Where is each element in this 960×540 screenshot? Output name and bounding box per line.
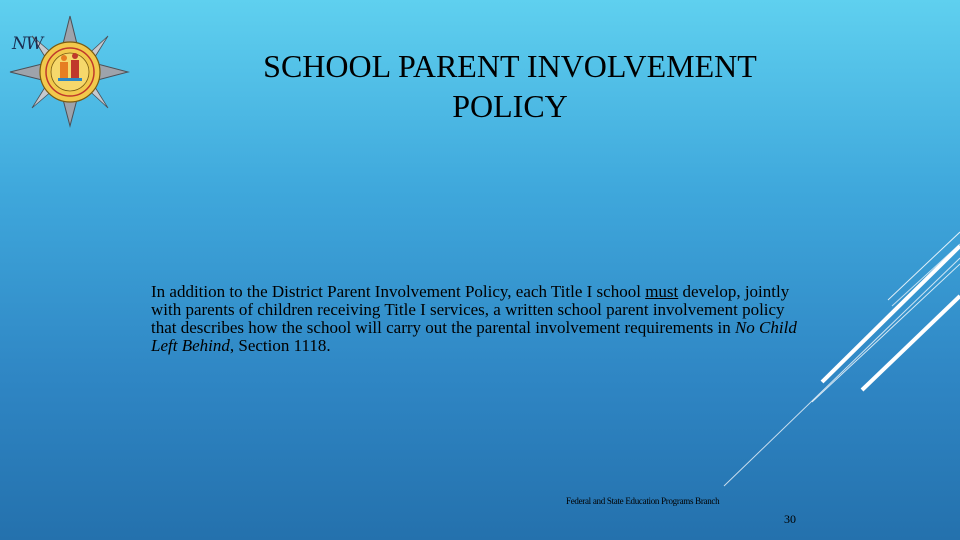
footer-text: Federal and State Education Programs Branch xyxy=(566,496,720,506)
body-paragraph xyxy=(151,283,811,355)
body-text-part-1: In addition to the District Parent Involvement Policy, each Title I school xyxy=(151,282,646,301)
logo-mark-text: NW xyxy=(12,34,43,54)
body-text-part-2: develop, jointly with parents of children receiving Title I services, a written school parent involvement policy that describes how the school will carry out the parental involvement requirements in xyxy=(151,282,790,337)
compass-seal-icon xyxy=(4,12,130,130)
page-title xyxy=(200,46,820,126)
title-line-1: SCHOOL PARENT INVOLVEMENT xyxy=(263,48,757,84)
emphasis-must: must xyxy=(645,282,679,301)
body-text-part-3: , Section 1118. xyxy=(229,336,331,355)
title-line-2: POLICY xyxy=(452,88,568,124)
act-title: No Child Left Behind xyxy=(151,318,797,355)
school-logo xyxy=(4,12,130,130)
page-number: 30 xyxy=(784,512,796,526)
